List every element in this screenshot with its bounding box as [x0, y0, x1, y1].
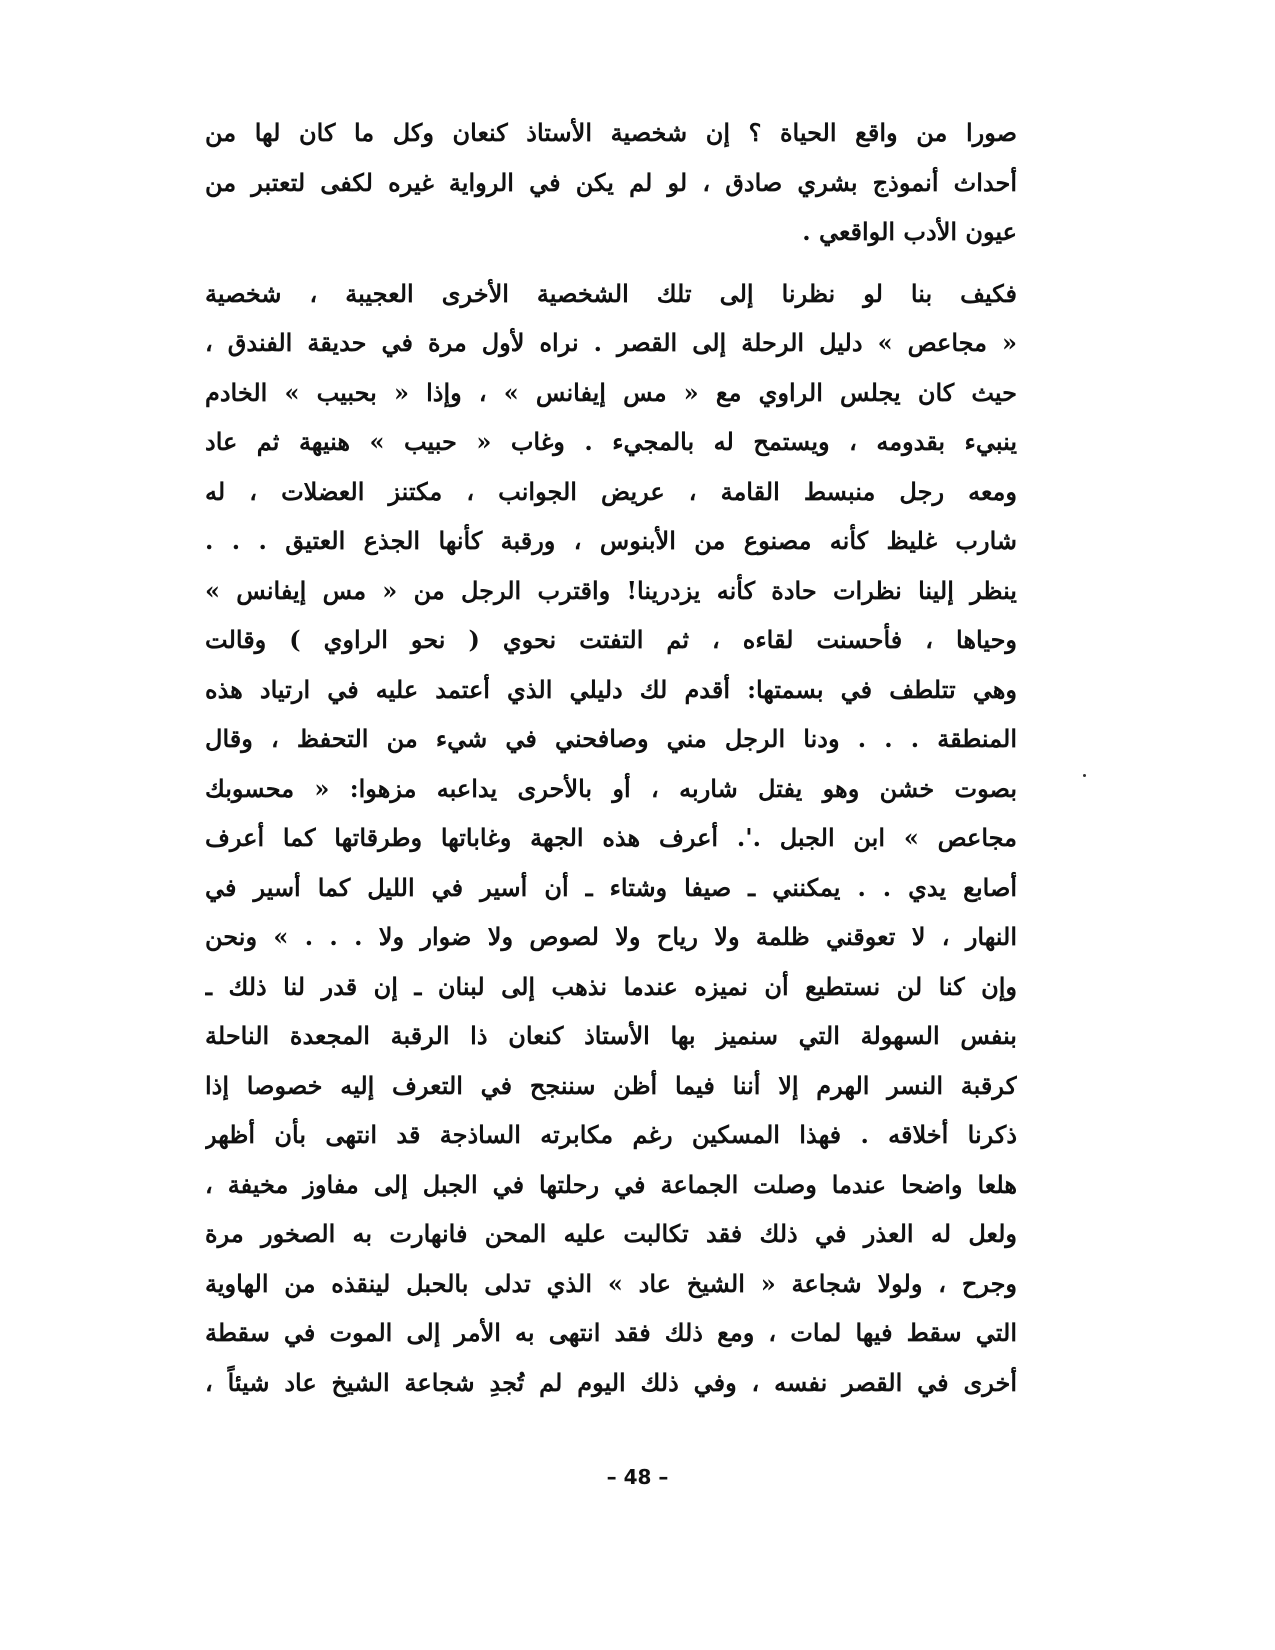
text-line: وجرح ، ولولا شجاعة « الشيخ عاد » الذي تدلى بالحبل لينقذه من الهاوية	[205, 1268, 1017, 1298]
text-line: فكيف بنا لو نظرنا إلى تلك الشخصية الأخرى العجيبة ، شخصية	[205, 278, 1017, 308]
text-line: مجاعص » ابن الجبل .'. أعرف هذه الجهة وغاباتها وطرقاتها كما أعرف	[205, 823, 1017, 852]
text-line: وحياها ، فأحسنت لقاءه ، ثم التفتت نحوي ( نحو الراوي ) وقالت	[205, 625, 1017, 654]
text-line: كرقبة النسر الهرم إلا أننا فيما أظن سننجح في التعرف إليه خصوصا إذا	[205, 1070, 1017, 1100]
text-line: « مجاعص » دليل الرحلة إلى القصر . نراه لأول مرة في حديقة الفندق ،	[205, 328, 1017, 357]
text-line: وإن كنا لن نستطيع أن نميزه عندما نذهب إلى لبنان ـ إن قدر لنا ذلك ـ	[205, 971, 1017, 1001]
text-line: هلعا واضحا عندما وصلت الجماعة في رحلتها في الجبل إلى مفاوز مخيفة ،	[205, 1169, 1017, 1199]
text-line: وهي تتلطف في بسمتها: أقدم لك دليلي الذي أعتمد عليه في ارتياد هذه	[205, 674, 1017, 704]
text-line: المنطقة . . . ودنا الرجل مني وصافحني في شيء من التحفظ ، وقال	[205, 724, 1017, 753]
page-number: – 48 –	[606, 1465, 669, 1489]
text-line: أحداث أنموذج بشري صادق ، لو لم يكن في الرواية غيره لكفى لتعتبر من	[205, 167, 1017, 197]
paragraph-1	[205, 108, 1017, 257]
paragraph-2	[205, 269, 1017, 1408]
text-line: ولعل له العذر في ذلك فقد تكالبت عليه المحن فانهارت به الصخور مرة	[205, 1219, 1017, 1248]
text-line: حيث كان يجلس الراوي مع « مس إيفانس » ، وإذا « بحبيب » الخادم	[205, 377, 1017, 407]
text-line: ينظر إلينا نظرات حادة كأنه يزدرينا! واقترب الرجل من « مس إيفانس »	[205, 575, 1017, 605]
text-line: بنفس السهولة التي سنميز بها الأستاذ كنعان ذا الرقبة المجعدة الناحلة	[205, 1021, 1017, 1050]
text-line: ومعه رجل منبسط القامة ، عريض الجوانب ، مكتنز العضلات ، له	[205, 476, 1017, 506]
text-line: التي سقط فيها لمات ، ومع ذلك فقد انتهى به الأمر إلى الموت في سقطة	[205, 1318, 1017, 1347]
body-text	[205, 108, 1017, 1407]
text-line: بصوت خشن وهو يفتل شاربه ، أو بالأحرى يداعبه مزهوا: « محسوبك	[205, 773, 1017, 803]
text-line: أصابع يدي . . يمكنني ـ صيفا وشتاء ـ أن أسير في الليل كما أسير في	[205, 872, 1017, 902]
text-line: صورا من واقع الحياة ؟ إن شخصية الأستاذ كنعان وكل ما كان لها من	[205, 118, 1017, 147]
text-line: النهار ، لا تعوقني ظلمة ولا رياح ولا لصوص ولا ضوار ولا . . . » ونحن	[205, 922, 1017, 951]
text-line: شارب غليظ كأنه مصنوع من الأبنوس ، ورقبة كأنها الجذع العتيق . . .	[205, 526, 1017, 555]
text-line: أخرى في القصر نفسه ، وفي ذلك اليوم لم تُجدِ شجاعة الشيخ عاد شيئاً ،	[205, 1367, 1017, 1397]
text-line: ذكرنا أخلاقه . فهذا المسكين رغم مكابرته الساذجة قد انتهى بأن أظهر	[205, 1120, 1017, 1149]
scan-speck	[1083, 774, 1086, 777]
text-line: عيون الأدب الواقعي .	[802, 217, 1017, 246]
text-line: ينبيء بقدومه ، ويستمح له بالمجيء . وغاب « حبيب » هنيهة ثم عاد	[205, 427, 1017, 456]
